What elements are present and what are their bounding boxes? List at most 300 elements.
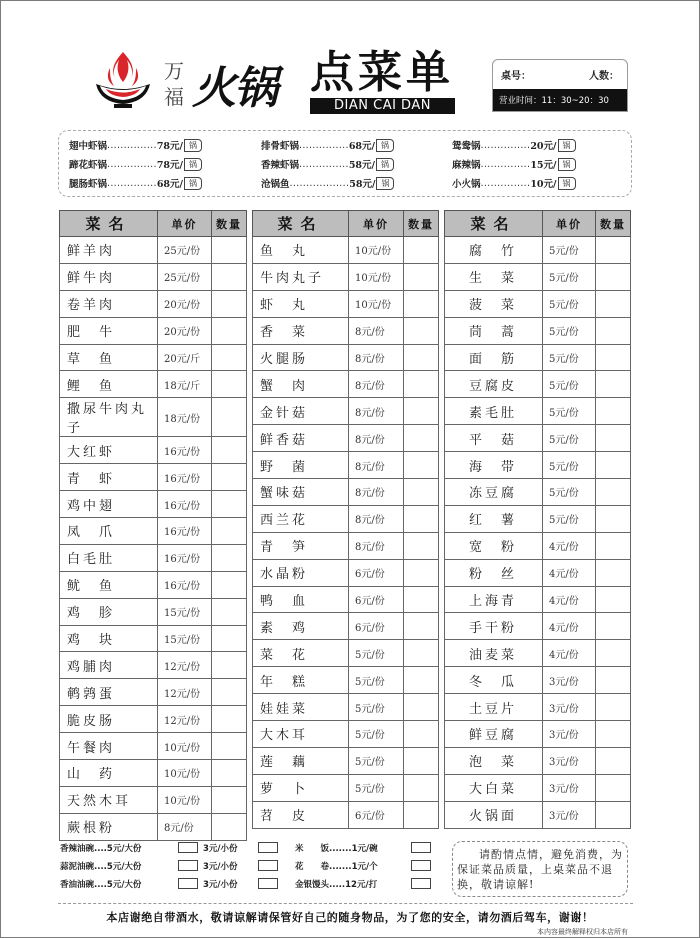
dish-price: 16元/份 <box>158 571 212 598</box>
menu-row <box>60 544 247 571</box>
dish-price: 6元/份 <box>349 801 404 828</box>
quantity-input[interactable] <box>596 559 631 586</box>
dish-price: 5元/份 <box>543 290 596 317</box>
quantity-input[interactable] <box>212 679 247 706</box>
quantity-input[interactable] <box>596 613 631 640</box>
dish-name: 大木耳 <box>253 721 349 748</box>
dish-price: 25元/份 <box>158 263 212 290</box>
qty-checkbox[interactable] <box>258 878 278 889</box>
quantity-input[interactable] <box>596 801 631 828</box>
dish-name: 腐 竹 <box>445 237 543 264</box>
dish-name: 火腿肠 <box>253 344 349 371</box>
menu-row <box>60 237 247 264</box>
dish-price: 12元/份 <box>158 679 212 706</box>
column-header-qty: 数量 <box>212 211 247 237</box>
quantity-input[interactable] <box>404 613 439 640</box>
quantity-input[interactable] <box>404 667 439 694</box>
menu-row <box>253 640 439 667</box>
dish-price: 5元/份 <box>349 721 404 748</box>
quantity-input[interactable] <box>404 694 439 721</box>
dish-price: 5元/份 <box>543 317 596 344</box>
dish-price: 25元/份 <box>158 237 212 264</box>
quantity-input[interactable] <box>404 263 439 290</box>
dish-price: 4元/份 <box>543 613 596 640</box>
quantity-input[interactable] <box>596 505 631 532</box>
quantity-input[interactable] <box>212 491 247 518</box>
qty-checkbox[interactable] <box>178 860 198 871</box>
menu-row <box>445 640 631 667</box>
dish-price: 5元/份 <box>543 505 596 532</box>
quantity-input[interactable] <box>596 317 631 344</box>
dish-name: 天然木耳 <box>60 786 158 813</box>
dish-name: 菠 菜 <box>445 290 543 317</box>
quantity-input[interactable] <box>212 733 247 760</box>
soup-base-item[interactable]: 腿肠虾锅 ............... 68元/ 锅 <box>69 174 202 192</box>
menu-row <box>253 532 439 559</box>
brand-hotpot-calligraphy: 火锅 <box>192 63 276 114</box>
quantity-input[interactable] <box>404 532 439 559</box>
dish-name: 水晶粉 <box>253 559 349 586</box>
dish-name: 菜 花 <box>253 640 349 667</box>
qty-checkbox[interactable] <box>411 860 431 871</box>
dish-price: 4元/份 <box>543 640 596 667</box>
menu-row <box>60 706 247 733</box>
quantity-input[interactable] <box>212 371 247 398</box>
quantity-input[interactable] <box>404 452 439 479</box>
dish-price: 16元/份 <box>158 437 212 464</box>
quantity-input[interactable] <box>212 437 247 464</box>
dish-name: 鸡脯肉 <box>60 652 158 679</box>
menu-row <box>253 317 439 344</box>
dish-name: 草 鱼 <box>60 344 158 371</box>
sauce-and-staples-section <box>58 840 438 894</box>
quantity-input[interactable] <box>596 371 631 398</box>
quantity-input[interactable] <box>404 774 439 801</box>
quantity-input[interactable] <box>212 398 247 437</box>
dish-name: 鲜香菇 <box>253 425 349 452</box>
dish-price: 12元/份 <box>158 706 212 733</box>
menu-row <box>60 679 247 706</box>
dish-name: 白毛肚 <box>60 544 158 571</box>
dish-price: 4元/份 <box>543 532 596 559</box>
guest-count-field[interactable]: 人数： <box>589 71 619 82</box>
quantity-input[interactable] <box>596 290 631 317</box>
menu-row <box>445 479 631 506</box>
quantity-input[interactable] <box>212 598 247 625</box>
menu-row <box>445 398 631 425</box>
soup-base-item[interactable]: 鸳鸯锅 ............... 20元/ 锅 <box>452 136 576 154</box>
quantity-input[interactable] <box>596 237 631 264</box>
soup-base-item[interactable]: 沧锅鱼 .................. 58元/ 锅 <box>261 174 394 192</box>
page-title: 点菜单 <box>310 47 454 98</box>
menu-row <box>445 801 631 828</box>
dish-name: 青 虾 <box>60 464 158 491</box>
dish-price: 8元/份 <box>349 425 404 452</box>
column-header-name: 菜名 <box>445 211 543 237</box>
menu-row <box>60 760 247 787</box>
dish-name: 油麦菜 <box>445 640 543 667</box>
dish-name: 香 菜 <box>253 317 349 344</box>
quantity-input[interactable] <box>596 532 631 559</box>
menu-row <box>60 290 247 317</box>
qty-checkbox[interactable] <box>178 878 198 889</box>
dish-name: 蕨根粉 <box>60 813 158 840</box>
dish-name: 粉 丝 <box>445 559 543 586</box>
dish-name: 鹌鹑蛋 <box>60 679 158 706</box>
dish-price: 8元/份 <box>349 344 404 371</box>
qty-checkbox[interactable]: 锅 <box>184 139 202 152</box>
menu-row <box>253 747 439 774</box>
dish-price: 6元/份 <box>349 586 404 613</box>
menu-row <box>253 801 439 828</box>
extra-row: 蒜泥油碗....5元/大份 3元/小份 花 卷.......1元/个 <box>58 858 438 876</box>
quantity-input[interactable] <box>404 721 439 748</box>
qty-checkbox[interactable]: 锅 <box>184 177 202 190</box>
quantity-input[interactable] <box>212 706 247 733</box>
dish-name: 肥 牛 <box>60 317 158 344</box>
quantity-input[interactable] <box>212 625 247 652</box>
extra-row: 香油油碗....5元/大份 3元/小份 金银馒头.....12元/打 <box>58 876 438 894</box>
dish-price: 12元/份 <box>158 652 212 679</box>
dish-price: 5元/份 <box>543 263 596 290</box>
dish-price: 10元/份 <box>349 290 404 317</box>
menu-row <box>445 371 631 398</box>
column-header-qty: 数量 <box>404 211 439 237</box>
dish-name: 凤 爪 <box>60 518 158 545</box>
menu-row <box>253 586 439 613</box>
dish-price: 16元/份 <box>158 518 212 545</box>
dish-name: 冻豆腐 <box>445 479 543 506</box>
menu-row <box>253 263 439 290</box>
menu-row <box>445 263 631 290</box>
menu-row <box>60 598 247 625</box>
menu-row <box>253 721 439 748</box>
dish-name: 脆皮肠 <box>60 706 158 733</box>
dish-name: 大白菜 <box>445 774 543 801</box>
brand-name-small <box>162 58 186 110</box>
dish-name: 虾 丸 <box>253 290 349 317</box>
dish-price: 5元/份 <box>543 398 596 425</box>
quantity-input[interactable] <box>212 518 247 545</box>
menu-row <box>445 721 631 748</box>
menu-row <box>60 464 247 491</box>
dish-name: 宽 粉 <box>445 532 543 559</box>
quantity-input[interactable] <box>404 371 439 398</box>
qty-checkbox[interactable]: 锅 <box>558 139 576 152</box>
dish-name: 午餐肉 <box>60 733 158 760</box>
quantity-input[interactable] <box>404 479 439 506</box>
quantity-input[interactable] <box>596 425 631 452</box>
menu-row <box>60 263 247 290</box>
dish-name: 年 糕 <box>253 667 349 694</box>
dish-name: 素毛肚 <box>445 398 543 425</box>
quantity-input[interactable] <box>212 237 247 264</box>
dish-name: 鲜豆腐 <box>445 721 543 748</box>
quantity-input[interactable] <box>404 505 439 532</box>
quantity-input[interactable] <box>596 694 631 721</box>
dish-name: 鸡中翅 <box>60 491 158 518</box>
dish-price: 15元/份 <box>158 625 212 652</box>
quantity-input[interactable] <box>212 786 247 813</box>
quantity-input[interactable] <box>404 290 439 317</box>
menu-row <box>253 667 439 694</box>
dish-name: 萝 卜 <box>253 774 349 801</box>
qty-checkbox[interactable]: 锅 <box>558 158 576 171</box>
menu-row <box>60 371 247 398</box>
dish-price: 20元/份 <box>158 290 212 317</box>
quantity-input[interactable] <box>404 640 439 667</box>
dish-price: 5元/份 <box>543 479 596 506</box>
quantity-input[interactable] <box>596 667 631 694</box>
menu-row <box>445 559 631 586</box>
quantity-input[interactable] <box>404 237 439 264</box>
dish-name: 牛肉丸子 <box>253 263 349 290</box>
dish-price: 3元/份 <box>543 667 596 694</box>
menu-row <box>445 532 631 559</box>
soup-base-item[interactable]: 香辣虾锅 ............... 58元/ 锅 <box>261 155 394 173</box>
dish-name: 金针菇 <box>253 398 349 425</box>
dish-price: 16元/份 <box>158 464 212 491</box>
quantity-input[interactable] <box>404 747 439 774</box>
column-header-price: 单价 <box>349 211 404 237</box>
menu-table-1 <box>59 210 247 841</box>
dish-name: 手干粉 <box>445 613 543 640</box>
menu-row <box>445 613 631 640</box>
dish-price: 16元/份 <box>158 491 212 518</box>
quantity-input[interactable] <box>212 317 247 344</box>
menu-row <box>253 479 439 506</box>
quantity-input[interactable] <box>212 290 247 317</box>
notice-box: 请酌情点情，避免消费，为保证菜品质量，上桌菜品不退换，敬请谅解! <box>452 841 628 897</box>
dish-price: 8元/份 <box>158 813 212 840</box>
menu-row <box>445 694 631 721</box>
qty-checkbox[interactable]: 锅 <box>376 177 394 190</box>
menu-row <box>445 237 631 264</box>
dish-name: 鱿 鱼 <box>60 571 158 598</box>
menu-row <box>60 437 247 464</box>
divider <box>58 903 633 904</box>
quantity-input[interactable] <box>596 747 631 774</box>
dish-price: 10元/份 <box>158 786 212 813</box>
dish-price: 15元/份 <box>158 598 212 625</box>
menu-row <box>60 786 247 813</box>
dish-name: 蟹味菇 <box>253 479 349 506</box>
menu-row <box>445 586 631 613</box>
soup-base-item[interactable]: 麻辣锅 ............... 15元/ 锅 <box>452 155 576 173</box>
quantity-input[interactable] <box>596 586 631 613</box>
qty-checkbox[interactable] <box>411 878 431 889</box>
quantity-input[interactable] <box>212 652 247 679</box>
quantity-input[interactable] <box>404 559 439 586</box>
dish-name: 鲤 鱼 <box>60 371 158 398</box>
dish-name: 鲜牛肉 <box>60 263 158 290</box>
menu-row <box>253 371 439 398</box>
menu-row <box>253 774 439 801</box>
dish-name: 火锅面 <box>445 801 543 828</box>
dish-name: 鱼 丸 <box>253 237 349 264</box>
dish-name: 面 筋 <box>445 344 543 371</box>
quantity-input[interactable] <box>212 760 247 787</box>
menu-row <box>60 571 247 598</box>
dish-name: 大红虾 <box>60 437 158 464</box>
column-header-name: 菜名 <box>60 211 158 237</box>
dish-name: 鸡 胗 <box>60 598 158 625</box>
dish-price: 5元/份 <box>543 425 596 452</box>
menu-row <box>253 237 439 264</box>
dish-price: 5元/份 <box>543 344 596 371</box>
dish-price: 5元/份 <box>543 371 596 398</box>
menu-row <box>60 317 247 344</box>
soup-base-section <box>58 130 632 197</box>
qty-checkbox[interactable] <box>258 860 278 871</box>
menu-row <box>445 425 631 452</box>
menu-row <box>253 398 439 425</box>
quantity-input[interactable] <box>404 801 439 828</box>
dish-name: 山 药 <box>60 760 158 787</box>
hotpot-flame-logo-icon <box>92 48 154 110</box>
quantity-input[interactable] <box>404 344 439 371</box>
dish-name: 莲 藕 <box>253 747 349 774</box>
quantity-input[interactable] <box>596 263 631 290</box>
dish-price: 6元/份 <box>349 613 404 640</box>
quantity-input[interactable] <box>404 425 439 452</box>
menu-row <box>253 425 439 452</box>
menu-row <box>445 452 631 479</box>
quantity-input[interactable] <box>212 263 247 290</box>
dish-name: 土豆片 <box>445 694 543 721</box>
brand-char-fu: 福 <box>164 85 184 109</box>
menu-row <box>60 344 247 371</box>
dish-price: 18元/斤 <box>158 371 212 398</box>
dish-price: 5元/份 <box>349 694 404 721</box>
table-number-field[interactable]: 桌号： <box>501 71 531 82</box>
dish-price: 8元/份 <box>349 452 404 479</box>
quantity-input[interactable] <box>212 344 247 371</box>
menu-row <box>253 344 439 371</box>
dish-price: 3元/份 <box>543 801 596 828</box>
dish-name: 卷羊肉 <box>60 290 158 317</box>
column-header-qty: 数量 <box>596 211 631 237</box>
dish-price: 8元/份 <box>349 505 404 532</box>
menu-row <box>60 813 247 840</box>
dish-name: 红 薯 <box>445 505 543 532</box>
menu-row <box>445 774 631 801</box>
business-hours: 营业时间：11：30~20：30 <box>493 89 627 112</box>
quantity-input[interactable] <box>212 544 247 571</box>
dish-price: 8元/份 <box>349 317 404 344</box>
menu-row <box>253 613 439 640</box>
quantity-input[interactable] <box>404 586 439 613</box>
dish-price: 16元/份 <box>158 544 212 571</box>
quantity-input[interactable] <box>212 571 247 598</box>
quantity-input[interactable] <box>596 398 631 425</box>
dish-name: 西兰花 <box>253 505 349 532</box>
order-info-box <box>492 59 628 112</box>
menu-row <box>60 652 247 679</box>
dish-price: 18元/份 <box>158 398 212 437</box>
qty-checkbox[interactable]: 锅 <box>376 139 394 152</box>
menu-row <box>445 344 631 371</box>
dish-name: 鸭 血 <box>253 586 349 613</box>
menu-row <box>60 491 247 518</box>
dish-name: 冬 瓜 <box>445 667 543 694</box>
copyright-note: 本内容最终解释权归本店所有 <box>537 928 628 936</box>
dish-name: 生 菜 <box>445 263 543 290</box>
dish-price: 3元/份 <box>543 774 596 801</box>
quantity-input[interactable] <box>596 452 631 479</box>
dish-price: 5元/份 <box>349 640 404 667</box>
dish-price: 10元/份 <box>158 760 212 787</box>
dish-name: 野 菌 <box>253 452 349 479</box>
menu-table-2 <box>252 210 439 829</box>
quantity-input[interactable] <box>212 464 247 491</box>
dish-name: 鲜羊肉 <box>60 237 158 264</box>
soup-base-item[interactable]: 排骨虾锅 ............... 68元/ 锅 <box>261 136 394 154</box>
menu-row <box>253 559 439 586</box>
dish-name: 蟹 肉 <box>253 371 349 398</box>
dish-name: 海 带 <box>445 452 543 479</box>
brand-char-wan: 万 <box>164 59 184 83</box>
menu-row <box>253 452 439 479</box>
quantity-input[interactable] <box>404 317 439 344</box>
quantity-input[interactable] <box>212 813 247 840</box>
qty-checkbox[interactable] <box>178 842 198 853</box>
menu-row <box>60 518 247 545</box>
dish-price: 6元/份 <box>349 559 404 586</box>
column-header-price: 单价 <box>158 211 212 237</box>
soup-base-item[interactable]: 蹄花虾锅 ............... 78元/ 锅 <box>69 155 202 173</box>
menu-row <box>253 290 439 317</box>
quantity-input[interactable] <box>596 640 631 667</box>
dish-price: 5元/份 <box>543 237 596 264</box>
dish-price: 10元/份 <box>349 237 404 264</box>
dish-price: 20元/份 <box>158 317 212 344</box>
dish-price: 5元/份 <box>349 747 404 774</box>
dish-price: 10元/份 <box>349 263 404 290</box>
qty-checkbox[interactable] <box>411 842 431 853</box>
dish-name: 豆腐皮 <box>445 371 543 398</box>
dish-name: 青 笋 <box>253 532 349 559</box>
dish-price: 10元/份 <box>158 733 212 760</box>
soup-base-item[interactable]: 翅中虾锅 ............... 78元/ 锅 <box>69 136 202 154</box>
quantity-input[interactable] <box>596 479 631 506</box>
extra-row: 香辣油碗....5元/大份 3元/小份 米 饭.......1元/碗 <box>58 840 438 858</box>
dish-price: 8元/份 <box>349 532 404 559</box>
dish-price: 5元/份 <box>543 452 596 479</box>
quantity-input[interactable] <box>596 721 631 748</box>
dish-price: 3元/份 <box>543 747 596 774</box>
dish-name: 上海青 <box>445 586 543 613</box>
dish-price: 3元/份 <box>543 694 596 721</box>
dish-price: 8元/份 <box>349 371 404 398</box>
qty-checkbox[interactable]: 锅 <box>558 177 576 190</box>
quantity-input[interactable] <box>404 398 439 425</box>
qty-checkbox[interactable]: 锅 <box>184 158 202 171</box>
menu-row <box>445 290 631 317</box>
dish-price: 5元/份 <box>349 667 404 694</box>
qty-checkbox[interactable] <box>258 842 278 853</box>
menu-table-3 <box>444 210 631 829</box>
dish-price: 5元/份 <box>349 774 404 801</box>
quantity-input[interactable] <box>596 774 631 801</box>
qty-checkbox[interactable]: 锅 <box>376 158 394 171</box>
quantity-input[interactable] <box>596 344 631 371</box>
soup-base-item[interactable]: 小火锅 ............... 10元/ 锅 <box>452 174 576 192</box>
dish-name: 娃娃菜 <box>253 694 349 721</box>
menu-row <box>445 667 631 694</box>
menu-row <box>60 398 247 437</box>
dish-price: 4元/份 <box>543 586 596 613</box>
